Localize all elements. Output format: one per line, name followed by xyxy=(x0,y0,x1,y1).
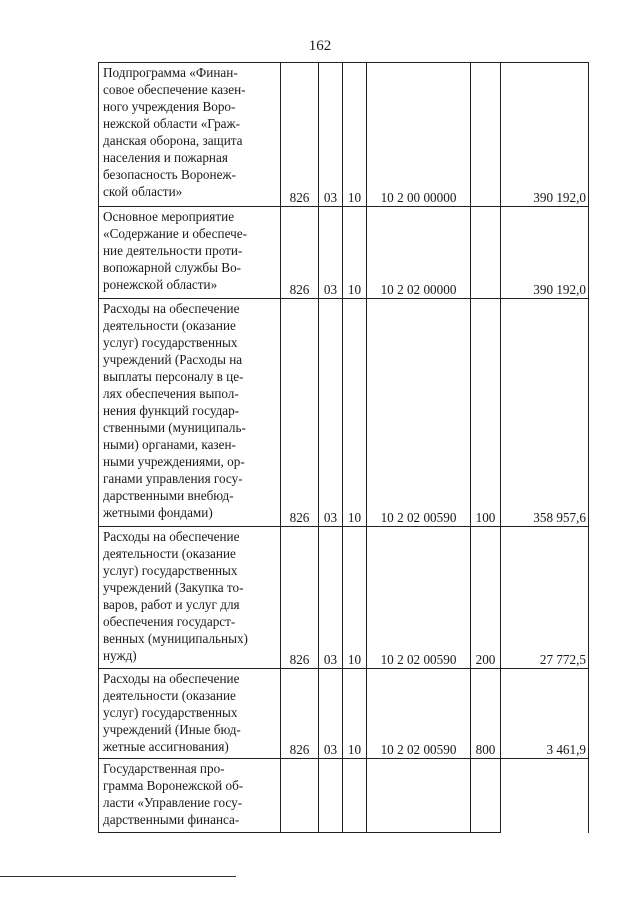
row-name: Расходы на обеспечение деятельности (оказание услуг) государственных учреждений (Иные бюд- жетные ассигнования) xyxy=(99,669,281,759)
cell-vr: 200 xyxy=(471,527,501,669)
cell-pr: 10 xyxy=(343,527,367,669)
table-row xyxy=(99,669,589,759)
cell-sum: 390 192,0 xyxy=(501,207,589,299)
cell-pr xyxy=(343,759,367,833)
cell-gr: 826 xyxy=(281,63,319,207)
cell-pr: 10 xyxy=(343,299,367,527)
cell-gr xyxy=(281,759,319,833)
cell-rz: 03 xyxy=(319,669,343,759)
cell-sum xyxy=(501,759,589,833)
cell-gr: 826 xyxy=(281,207,319,299)
cell-sum: 358 957,6 xyxy=(501,299,589,527)
cell-vr: 100 xyxy=(471,299,501,527)
cell-gr: 826 xyxy=(281,299,319,527)
cell-csr: 10 2 02 00590 xyxy=(367,527,471,669)
cell-sum: 390 192,0 xyxy=(501,63,589,207)
cell-vr: 800 xyxy=(471,669,501,759)
cell-vr xyxy=(471,207,501,299)
table-row xyxy=(99,63,589,207)
row-name: Расходы на обеспечение деятельности (оказание услуг) государственных учреждений (Закупка то- варов, работ и услуг для обеспечения государст- венных (муниципальных) нужд) xyxy=(99,527,281,669)
cell-vr xyxy=(471,759,501,833)
cell-csr: 10 2 02 00000 xyxy=(367,207,471,299)
table-row xyxy=(99,207,589,299)
row-name: Основное мероприятие «Содержание и обеспече- ние деятельности проти- вопожарной службы Во- ронежской области» xyxy=(99,207,281,299)
cell-rz: 03 xyxy=(319,207,343,299)
cell-rz xyxy=(319,759,343,833)
footer-rule xyxy=(0,876,236,877)
cell-csr: 10 2 00 00000 xyxy=(367,63,471,207)
row-name: Расходы на обеспечение деятельности (оказание услуг) государственных учреждений (Расходы на выплаты персоналу в це- лях обеспечения выпол- нения функций государ- ственными (муниципаль- ными) органами, казен- ными учреждениями, ор- ганами управления госу- дарственными внебюд- жетными фондами) xyxy=(99,299,281,527)
row-name: Государственная про- грамма Воронежской об- ласти «Управление госу- дарственными финанса- xyxy=(99,759,281,833)
cell-csr: 10 2 02 00590 xyxy=(367,669,471,759)
cell-csr: 10 2 02 00590 xyxy=(367,299,471,527)
row-name: Подпрограмма «Финан- совое обеспечение казен- ного учреждения Воро- нежской области «Граж- данская оборона, защита населения и пожарная безопасность Воронеж- ской области» xyxy=(99,63,281,207)
cell-rz: 03 xyxy=(319,63,343,207)
cell-pr: 10 xyxy=(343,63,367,207)
cell-pr: 10 xyxy=(343,669,367,759)
cell-csr xyxy=(367,759,471,833)
cell-gr: 826 xyxy=(281,527,319,669)
cell-sum: 27 772,5 xyxy=(501,527,589,669)
cell-pr: 10 xyxy=(343,207,367,299)
cell-sum: 3 461,9 xyxy=(501,669,589,759)
cell-rz: 03 xyxy=(319,527,343,669)
cell-rz: 03 xyxy=(319,299,343,527)
cell-vr xyxy=(471,63,501,207)
table-row xyxy=(99,759,589,833)
budget-table xyxy=(98,62,589,833)
page-number: 162 xyxy=(308,38,332,54)
table-row xyxy=(99,299,589,527)
table-row xyxy=(99,527,589,669)
cell-gr: 826 xyxy=(281,669,319,759)
